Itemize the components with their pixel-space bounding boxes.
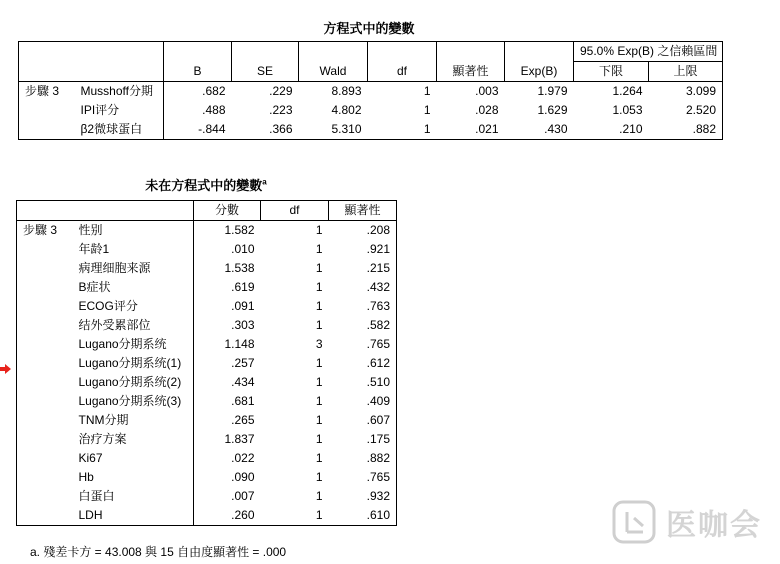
table-row [17,316,397,335]
cell-se: .229 [269,84,293,98]
cell-score: .260 [194,506,261,526]
row-variable: Lugano分期系统(3) [78,394,182,408]
col-header-upper: 上限 [649,62,723,82]
col-header-sig: 顯著性 [329,201,397,221]
watermark [610,496,780,550]
cell-df: 1 [315,451,323,465]
cell-sig: .215 [329,259,397,278]
table-row [17,373,397,392]
table-row [17,259,397,278]
row-variable: B症状 [78,280,111,294]
cell-score: .022 [194,449,261,468]
col-header-expb: Exp(B) [505,42,574,82]
row-variable: Ki67 [78,451,103,465]
cell-upper: .882 [649,120,723,140]
cell-sig: .612 [329,354,397,373]
cell-lower: 1.264 [612,84,643,98]
col-header-score: 分數 [194,201,261,221]
col-header-b: B [164,42,232,82]
row-variable: Lugano分期系统(1) [78,356,182,370]
cell-sig: .765 [329,468,397,487]
row-variable: 结外受累部位 [78,318,151,332]
cell-sig: .882 [329,449,397,468]
cell-df: 1 [261,506,329,526]
cell-sig: .610 [329,506,397,526]
table-row [17,297,397,316]
cell-df: 1 [368,120,437,140]
cell-score: .090 [194,468,261,487]
row-variable: 病理细胞来源 [78,261,151,275]
cell-score: .091 [194,297,261,316]
col-header-ci: 95.0% Exp(B) 之信賴區間 [574,42,723,62]
footnote: a. 殘差卡方 = 43.008 與 15 自由度顯著性 = .000 [30,545,287,559]
cell-score: .265 [194,411,261,430]
cell-score: .007 [194,487,261,506]
cell-sig: .432 [329,278,397,297]
cell-df: 1 [315,375,323,389]
cell-sig: .208 [329,221,397,241]
row-variable: β2微球蛋白 [75,120,164,140]
table-row [17,411,397,430]
cell-df: 1 [315,356,323,370]
cell-df: 1 [315,280,323,294]
variables-in-equation-table [18,41,723,140]
row-variable: 性别 [78,223,103,237]
cell-sig: .003 [475,84,499,98]
cell-upper: 2.520 [649,101,723,120]
row-variable: 治疗方案 [78,432,127,446]
cell-wald: 8.893 [331,84,362,98]
table-row [17,240,397,259]
row-variable: TNM分期 [78,413,129,427]
cell-wald: 4.802 [331,103,362,117]
table-row [17,430,397,449]
cell-score: .010 [194,240,261,259]
cell-wald: 5.310 [299,120,368,140]
table-row [17,335,397,354]
row-variable: Lugano分期系统 [78,337,167,351]
cell-sig: .510 [329,373,397,392]
cell-df: 1 [315,318,323,332]
cell-b: .682 [164,82,232,102]
table-row [19,120,723,140]
red-arrow-icon [0,363,12,375]
cell-sig: .763 [329,297,397,316]
table-row [17,449,397,468]
variables-not-in-equation-table [16,200,397,526]
cell-df: 1 [423,84,431,98]
cell-df: 1 [315,413,323,427]
cell-df: 1 [315,432,323,446]
cell-df: 1 [315,470,323,484]
cell-sig: .921 [329,240,397,259]
table-row [17,506,397,526]
cell-score: .681 [194,392,261,411]
cell-score: .303 [194,316,261,335]
cell-df: 3 [315,337,323,351]
col-header-df: df [368,42,437,82]
table-row [17,354,397,373]
cell-df: 1 [315,394,323,408]
col-header-sig: 顯著性 [437,42,505,82]
table-row [17,278,397,297]
cell-df: 1 [315,489,323,503]
row-variable: LDH [73,506,194,526]
row-variable: IPI评分 [80,103,120,117]
cell-score: .257 [194,354,261,373]
arrow-shape [0,364,11,374]
cell-sig: .021 [437,120,505,140]
cell-se: .366 [232,120,299,140]
cell-df: 1 [423,103,431,117]
cell-score: .434 [194,373,261,392]
col-header-se: SE [232,42,299,82]
step-label: 步驟 3 [17,221,73,241]
cell-b: -.844 [164,120,232,140]
cell-sig: .028 [475,103,499,117]
cell-score: 1.538 [194,259,261,278]
cell-sig: .607 [329,411,397,430]
cell-score: .619 [194,278,261,297]
watermark-text: 医咖会 [666,509,762,542]
cell-sig: .765 [329,335,397,354]
cell-expb: .430 [505,120,574,140]
watermark-logo-icon [610,498,658,546]
cell-df: 1 [315,223,323,237]
col-header-lower: 下限 [574,62,649,82]
cell-score: 1.148 [194,335,261,354]
table-row [17,487,397,506]
table-row [19,101,723,120]
cell-b: .488 [164,101,232,120]
table2-title-text: 未在方程式中的變數 [145,178,263,193]
cell-df: 1 [315,242,323,256]
cell-upper: 3.099 [649,82,723,102]
cell-df: 1 [315,261,323,275]
step-label: 步驟 3 [19,82,75,102]
row-variable: Hb [78,470,94,484]
cell-sig: .409 [329,392,397,411]
row-variable: Lugano分期系统(2) [78,375,182,389]
cell-score: 1.837 [194,430,261,449]
cell-sig: .175 [329,430,397,449]
cell-se: .223 [269,103,293,117]
cell-score: 1.582 [194,221,261,241]
row-variable: ECOG评分 [78,299,138,313]
cell-sig: .932 [329,487,397,506]
cell-sig: .582 [329,316,397,335]
col-header-wald: Wald [299,42,368,82]
table-row [17,221,397,241]
table-row [19,82,723,102]
cell-expb: 1.979 [537,84,568,98]
table1-title: 方程式中的變數 [323,21,415,36]
table-row [17,468,397,487]
cell-expb: 1.629 [537,103,568,117]
cell-df: 1 [315,299,323,313]
cell-lower: 1.053 [612,103,643,117]
col-header-df: df [261,201,329,221]
cell-lower: .210 [574,120,649,140]
table-row [17,392,397,411]
row-variable: 年龄1 [78,242,110,256]
row-variable: Musshoff分期 [80,84,153,98]
row-variable: 白蛋白 [78,489,115,503]
table2-title [16,175,396,194]
table2-title-footnote-marker: a [262,177,267,187]
